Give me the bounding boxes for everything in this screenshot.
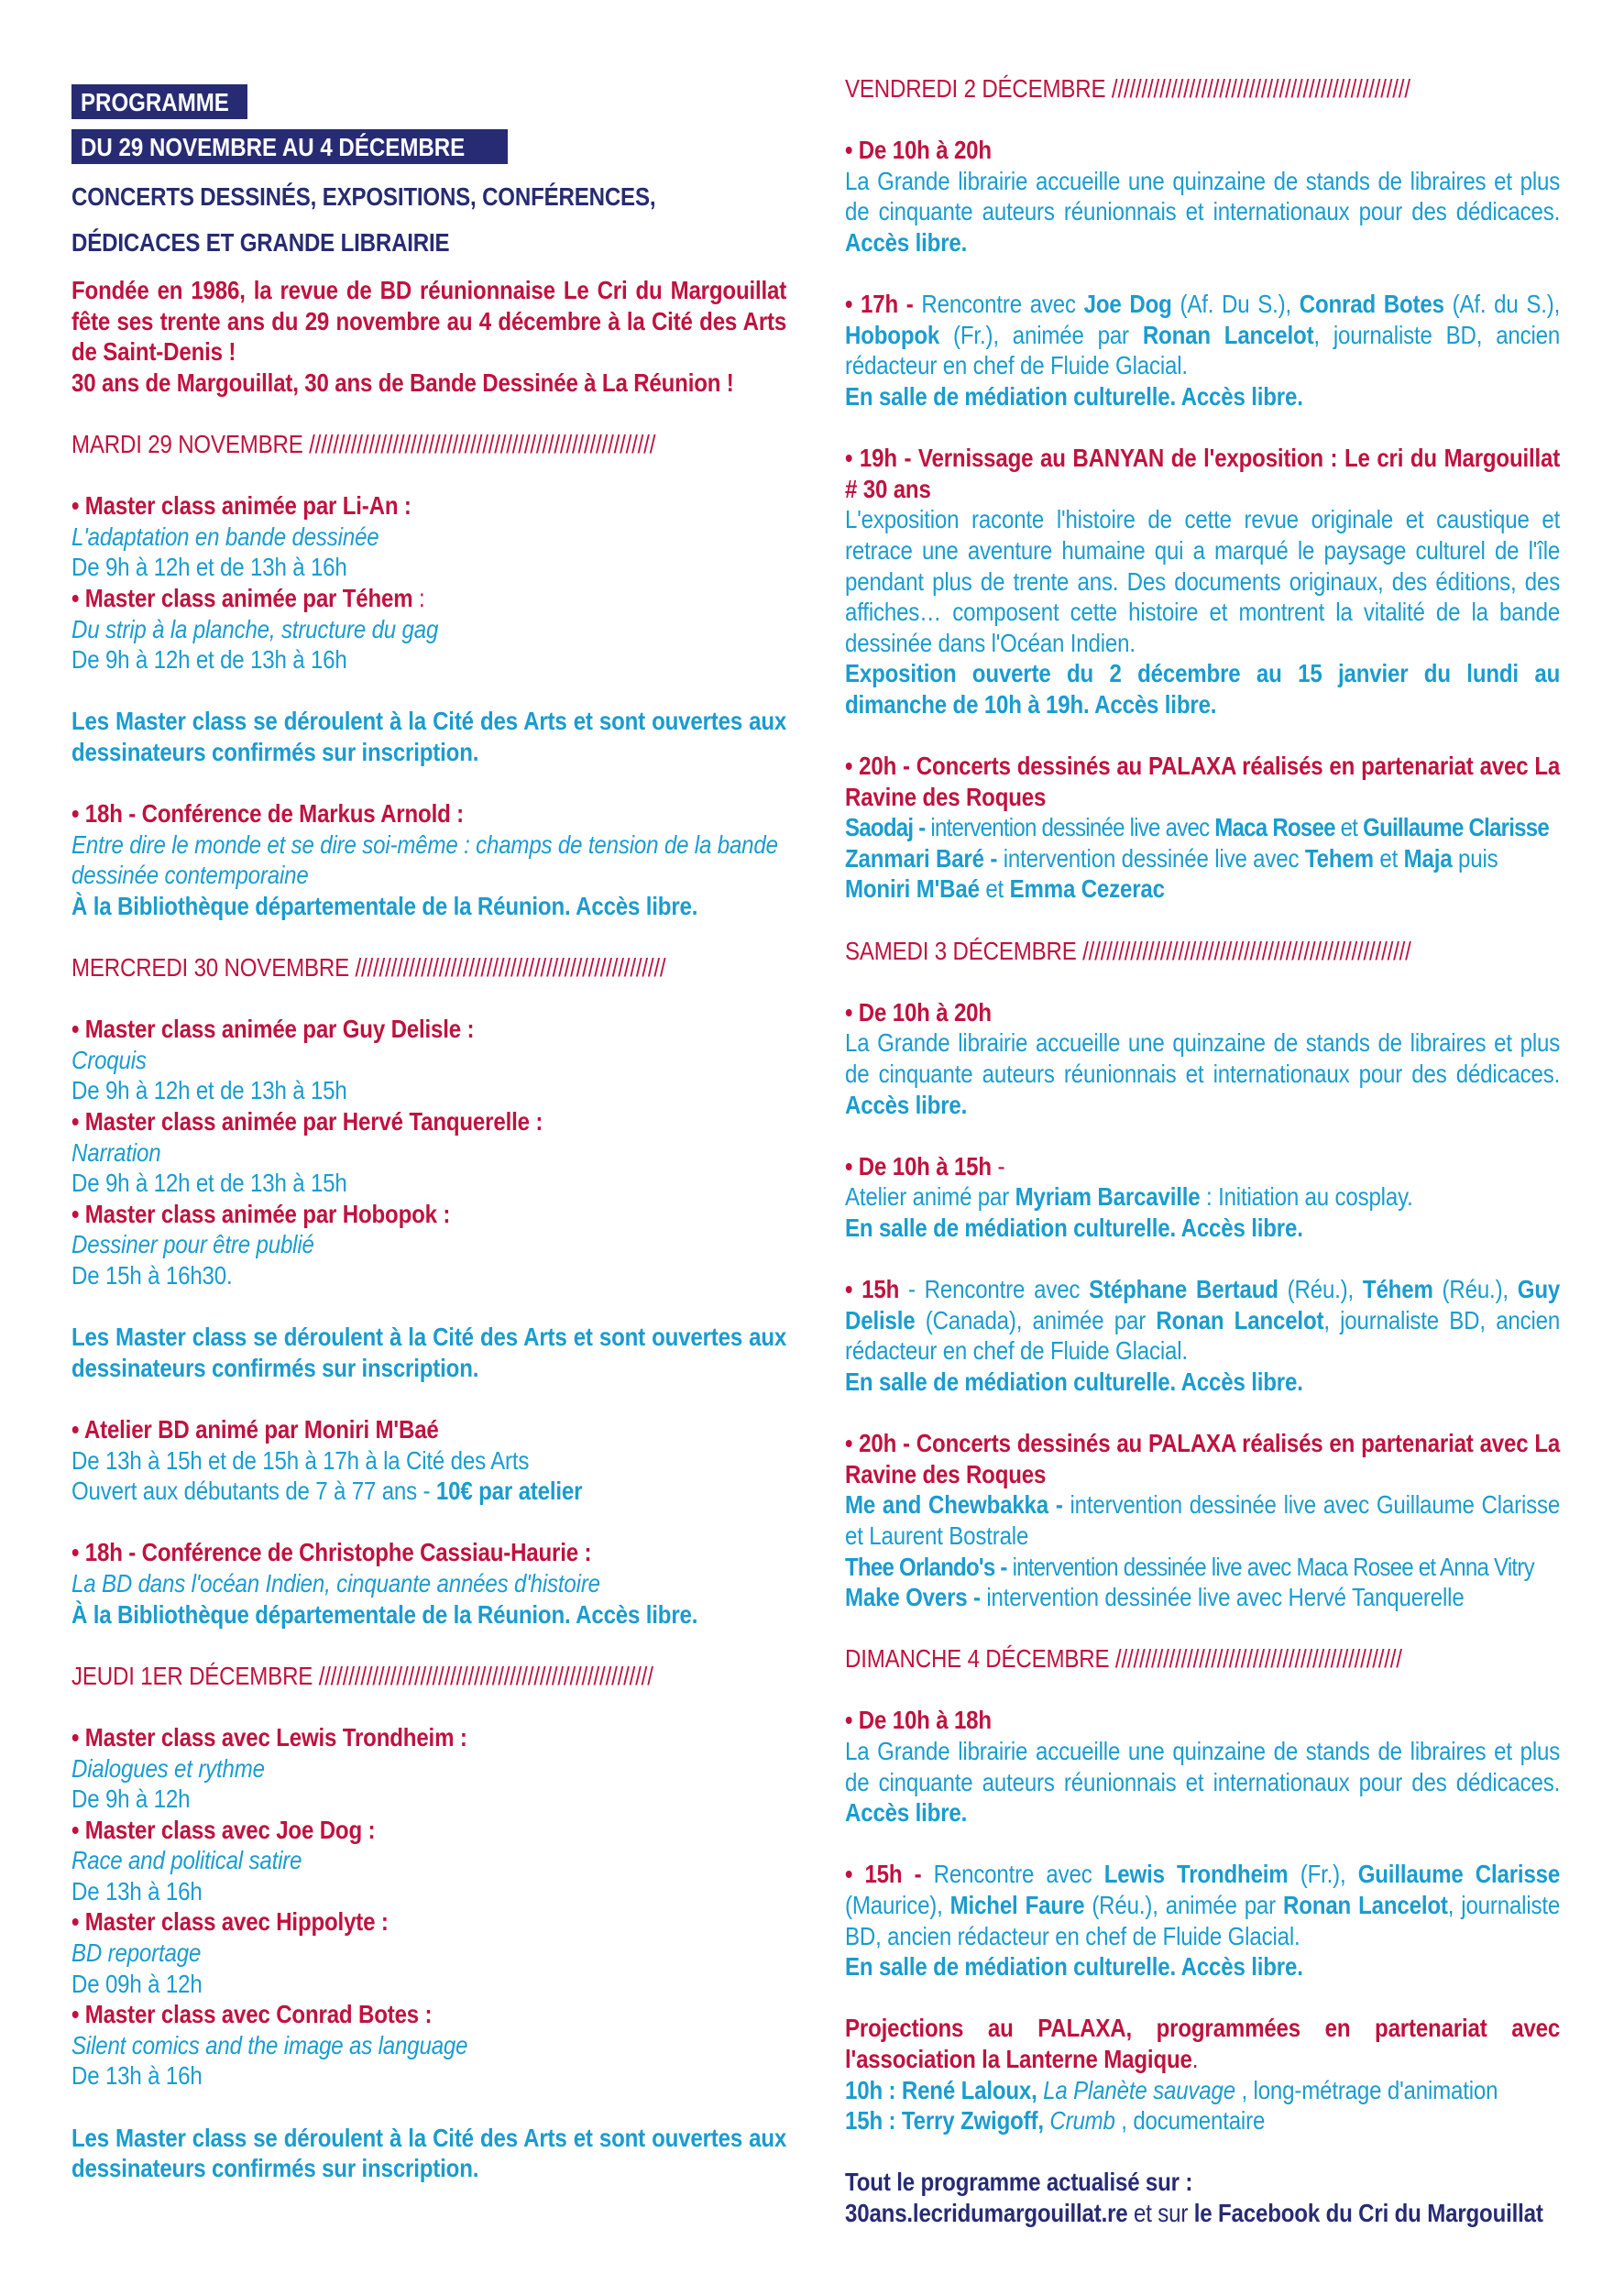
masterclass-colon: : bbox=[412, 583, 425, 612]
projections-title bbox=[845, 2013, 1560, 2074]
masterclass-time: De 13h à 16h bbox=[71, 1876, 203, 1905]
concert-line bbox=[845, 1582, 1560, 1613]
librairie-time: • De 10h à 18h bbox=[845, 1706, 992, 1735]
projections-title-dot: . bbox=[1191, 2045, 1199, 2073]
atelier-title: • Atelier BD animé par Moniri M'Baé bbox=[71, 1414, 439, 1444]
concert-title: • 20h - Concerts dessinés au PALAXA réalisés en partenariat avec La Ravine des Roques bbox=[845, 1429, 1561, 1488]
meeting-text-part: , journaliste BD, ancien rédacteur en chef de Fluide Glacial. bbox=[845, 320, 1561, 380]
programme-tag-label: PROGRAMME bbox=[81, 88, 229, 116]
meeting-time: • 15h bbox=[845, 1275, 900, 1304]
atelier-price: 10€ par atelier bbox=[435, 1477, 583, 1506]
atelier-place: En salle de médiation culturelle. Accès libre. bbox=[845, 1213, 1303, 1242]
meeting-text-part: (Maurice), bbox=[845, 1891, 950, 1920]
atelier-time: • De 10h à 15h bbox=[845, 1151, 992, 1180]
projection-time: 15h : Terry Zwigoff, bbox=[845, 2106, 1044, 2136]
masterclass-time: De 9h à 12h et de 13h à 15h bbox=[71, 1076, 347, 1105]
subtitle-line-2: DÉDICACES ET GRANDE LIBRAIRIE bbox=[71, 228, 450, 257]
film-description: , documentaire bbox=[1114, 2106, 1266, 2136]
meeting-text-part: (Fr.), animée par bbox=[939, 320, 1143, 349]
concert-text: intervention dessinée live avec bbox=[930, 813, 1215, 842]
day-heading-thursday: JEUDI 1ER DÉCEMBRE //////////////////////////////////////////////////////// bbox=[71, 1661, 653, 1690]
meeting-text-part: , journaliste BD, ancien rédacteur en chef de Fluide Glacial. bbox=[845, 1305, 1561, 1366]
guest-name: Stéphane Bertaud bbox=[1089, 1275, 1278, 1304]
masterclass-title: • Master class animée par Li-An : bbox=[71, 491, 411, 521]
footer-and: et sur bbox=[1127, 2198, 1194, 2227]
guest-name: Michel Faure bbox=[949, 1891, 1085, 1920]
conference-place: À la Bibliothèque départementale de la Réunion. Accès libre. bbox=[71, 891, 698, 920]
concert-title: • 20h - Concerts dessinés au PALAXA réalisés en partenariat avec La Ravine des Roques bbox=[845, 752, 1561, 811]
artist-name: Emma Cezerac bbox=[1009, 874, 1165, 904]
meeting-text-part: Rencontre avec bbox=[921, 290, 1084, 319]
guest-name: Guillaume Clarisse bbox=[1357, 1860, 1561, 1889]
meeting-text-part: (Canada), animée par bbox=[915, 1305, 1157, 1334]
conference-place: À la Bibliothèque départementale de la Réunion. Accès libre. bbox=[71, 1599, 698, 1629]
atelier-text bbox=[845, 1181, 1560, 1213]
meeting-text-part: (Réu.), animée par bbox=[1084, 1891, 1284, 1920]
day-heading-saturday: SAMEDI 3 DÉCEMBRE /////////////////////////////////////////////////////// bbox=[845, 936, 1411, 965]
conference-subject: La BD dans l'océan Indien, cinquante années d'histoire bbox=[71, 1568, 600, 1598]
meeting-text bbox=[845, 1274, 1560, 1367]
conference-title: • 18h - Conférence de Christophe Cassiau-Haurie : bbox=[71, 1538, 592, 1567]
guest-name: Guy Delisle bbox=[845, 1275, 1561, 1334]
meeting-time: • 17h - bbox=[845, 290, 922, 319]
librairie-time: • De 10h à 20h bbox=[845, 997, 992, 1027]
guest-name: Téhem bbox=[1362, 1275, 1433, 1304]
vernissage-title: • 19h - Vernissage au BANYAN de l'exposition : Le cri du Margouillat # 30 ans bbox=[845, 444, 1561, 503]
projection-line bbox=[845, 2105, 1560, 2136]
masterclass-subject: L'adaptation en bande dessinée bbox=[71, 522, 379, 551]
concert-text: et bbox=[1334, 813, 1364, 842]
artist-name: Maja bbox=[1403, 843, 1453, 873]
subtitle-line-1: CONCERTS DESSINÉS, EXPOSITIONS, CONFÉRENCES, bbox=[71, 182, 656, 211]
masterclass-time: De 9h à 12h et de 13h à 16h bbox=[71, 645, 347, 675]
projection-time: 10h : René Laloux, bbox=[845, 2075, 1037, 2104]
masterclass-title: • Master class avec Lewis Trondheim : bbox=[71, 1722, 467, 1751]
librairie-description: La Grande librairie accueille une quinzaine de stands de libraires et plus de cinquante auteurs réunionnais et internationaux pour des dédicaces. bbox=[845, 1737, 1561, 1796]
masterclass-note: Les Master class se déroulent à la Cité des Arts et sont ouvertes aux dessinateurs confirmés sur inscription. bbox=[71, 707, 787, 766]
atelier-text-part: : Initiation au cosplay. bbox=[1200, 1182, 1413, 1212]
concert-text: intervention dessinée live avec Hervé Tanquerelle bbox=[986, 1583, 1465, 1612]
masterclass-title: • Master class animée par Téhem bbox=[71, 583, 413, 612]
concert-text: intervention dessinée live avec Maca Rosee et Anna Vitry bbox=[1012, 1552, 1534, 1581]
band-name: Me and Chewbakka - bbox=[845, 1490, 1070, 1520]
artist-name: Tehem bbox=[1304, 843, 1374, 873]
band-name: Saodaj - bbox=[845, 813, 931, 842]
facebook-link[interactable]: le Facebook du Cri du Margouillat bbox=[1193, 2198, 1543, 2227]
librairie-description: La Grande librairie accueille une quinzaine de stands de libraires et plus de cinquante auteurs réunionnais et internationaux pour des dédicaces. bbox=[845, 1028, 1561, 1088]
masterclass-title: • Master class avec Hippolyte : bbox=[71, 1907, 389, 1937]
film-title: La Planète sauvage bbox=[1037, 2075, 1235, 2104]
guest-name: Hobopok bbox=[845, 320, 940, 349]
day-heading-sunday: DIMANCHE 4 DÉCEMBRE //////////////////////////////////////////////// bbox=[845, 1644, 1402, 1674]
masterclass-subject: Narration bbox=[71, 1137, 161, 1167]
masterclass-note: Les Master class se déroulent à la Cité des Arts et sont ouvertes aux dessinateurs confirmés sur inscription. bbox=[71, 1323, 787, 1382]
artist-name: Guillaume Clarisse bbox=[1363, 813, 1550, 842]
footer-links bbox=[845, 2198, 1560, 2229]
librairie-description: La Grande librairie accueille une quinzaine de stands de libraires et plus de cinquante auteurs réunionnais et internationaux pour des dédicaces. bbox=[845, 166, 1561, 226]
guest-name: Ronan Lancelot bbox=[1156, 1305, 1324, 1334]
band-name: Thee Orlando's - bbox=[845, 1552, 1013, 1581]
librairie-text bbox=[845, 1736, 1560, 1828]
guest-name: Conrad Botes bbox=[1299, 290, 1444, 319]
meeting-text bbox=[845, 1859, 1560, 1951]
artist-name: Moniri M'Baé bbox=[845, 874, 980, 904]
footer-line: Tout le programme actualisé sur : bbox=[845, 2168, 1193, 2197]
masterclass-subject: Croquis bbox=[71, 1045, 147, 1074]
concert-text: puis bbox=[1452, 843, 1498, 873]
masterclass-time: De 9h à 12h et de 13h à 16h bbox=[71, 553, 347, 582]
meeting-text-part: , journaliste BD, ancien rédacteur en chef de Fluide Glacial. bbox=[845, 1891, 1561, 1950]
masterclass-subject: BD reportage bbox=[71, 1938, 202, 1968]
dates-tag-label: DU 29 NOVEMBRE AU 4 DÉCEMBRE bbox=[81, 133, 466, 161]
animator-name: Myriam Barcaville bbox=[1015, 1182, 1201, 1212]
meeting-text-part: (Réu.), bbox=[1432, 1275, 1518, 1304]
guest-name: Ronan Lancelot bbox=[1283, 1891, 1448, 1920]
masterclass-title: • Master class avec Joe Dog : bbox=[71, 1815, 376, 1844]
access-label: Accès libre. bbox=[845, 227, 968, 257]
exhibition-open: Exposition ouverte du 2 décembre au 15 janvier du lundi au dimanche de 10h à 19h. Accès libre. bbox=[845, 659, 1561, 719]
meeting-text-part: (Fr.), bbox=[1288, 1860, 1358, 1889]
masterclass-subject: Dialogues et rythme bbox=[71, 1753, 265, 1783]
atelier-open: Ouvert aux débutants de 7 à 77 ans - bbox=[71, 1477, 436, 1506]
meeting-text-part: (Af. du S.), bbox=[1443, 290, 1561, 319]
day-heading-friday: VENDREDI 2 DÉCEMBRE ////////////////////////////////////////////////// bbox=[845, 74, 1410, 103]
film-description: , long-métrage d'animation bbox=[1234, 2075, 1498, 2104]
masterclass-title: • Master class animée par Guy Delisle : bbox=[71, 1015, 475, 1044]
meeting-time: • 15h - bbox=[845, 1860, 934, 1889]
film-title: Crumb bbox=[1043, 2106, 1115, 2136]
masterclass-subject: Race and political satire bbox=[71, 1846, 302, 1875]
meeting-text-part: (Af. Du S.), bbox=[1171, 290, 1300, 319]
programme-tag bbox=[71, 84, 247, 119]
atelier-dash: - bbox=[991, 1151, 1005, 1180]
concert-line bbox=[845, 1552, 1560, 1583]
meeting-place: En salle de médiation culturelle. Accès libre. bbox=[845, 1952, 1303, 1982]
meeting-place: En salle de médiation culturelle. Accès libre. bbox=[845, 381, 1303, 411]
concert-text: intervention dessinée live avec Guillaume Clarisse et Laurent Bostrale bbox=[845, 1490, 1561, 1550]
masterclass-title: • Master class animée par Hervé Tanquerelle : bbox=[71, 1107, 543, 1137]
conference-title: • 18h - Conférence de Markus Arnold : bbox=[71, 799, 465, 829]
vernissage-text: L'exposition raconte l'histoire de cette revue originale et caustique et retrace une aventure humaine qui a marqué le paysage culturel de l'île pendant plus de trente ans. Des documents originaux, des éditions, des affiches… composent cette histoire et montrent la vitalité de la bande dessinée dans l'Océan Indien. bbox=[845, 505, 1561, 657]
masterclass-subject: Dessiner pour être publié bbox=[71, 1230, 314, 1259]
concert-line bbox=[845, 1489, 1560, 1551]
meeting-text-part: Rencontre avec bbox=[933, 1860, 1104, 1889]
masterclass-time: De 9h à 12h bbox=[71, 1784, 191, 1814]
projection-line bbox=[845, 2075, 1560, 2106]
masterclass-subject: Du strip à la planche, structure du gag bbox=[71, 614, 439, 643]
intro-tagline: 30 ans de Margouillat, 30 ans de Bande Dessinée à La Réunion ! bbox=[71, 368, 734, 397]
concert-text: intervention dessinée live avec bbox=[1003, 843, 1305, 873]
conference-subject: Entre dire le monde et se dire soi-même : champs de tension de la bande dessinée contemporaine bbox=[71, 829, 778, 890]
meeting-text bbox=[845, 289, 1560, 381]
masterclass-note: Les Master class se déroulent à la Cité des Arts et sont ouvertes aux dessinateurs confirmés sur inscription. bbox=[71, 2123, 787, 2183]
day-heading-tuesday: MARDI 29 NOVEMBRE ////////////////////////////////////////////////////////// bbox=[71, 429, 656, 458]
day-heading-wednesday: MERCREDI 30 NOVEMBRE //////////////////////////////////////////////////// bbox=[71, 953, 666, 983]
concert-line bbox=[845, 812, 1560, 843]
guest-name: Ronan Lancelot bbox=[1142, 320, 1314, 349]
guest-name: Joe Dog bbox=[1083, 290, 1172, 319]
meeting-place: En salle de médiation culturelle. Accès libre. bbox=[845, 1367, 1303, 1396]
dates-tag bbox=[71, 129, 508, 164]
website-link[interactable]: 30ans.lecridumargouillat.re bbox=[845, 2198, 1128, 2227]
masterclass-time: De 09h à 12h bbox=[71, 1969, 203, 1998]
atelier-time: De 13h à 15h et de 15h à 17h à la Cité des Arts bbox=[71, 1445, 530, 1475]
librairie-text bbox=[845, 1027, 1560, 1120]
artist-name: Maca Rosee bbox=[1214, 813, 1335, 842]
access-label: Accès libre. bbox=[845, 1090, 968, 1119]
band-name: Zanmari Baré - bbox=[845, 843, 1004, 873]
masterclass-time: De 9h à 12h et de 13h à 15h bbox=[71, 1169, 347, 1198]
meeting-text-part: - Rencontre avec bbox=[899, 1275, 1090, 1304]
access-label: Accès libre. bbox=[845, 1798, 968, 1828]
guest-name: Lewis Trondheim bbox=[1103, 1860, 1289, 1889]
intro-text: Fondée en 1986, la revue de BD réunionnaise Le Cri du Margouillat fête ses trente ans du 29 novembre au 4 décembre à la Cité des Arts de Saint-Denis ! bbox=[71, 276, 787, 367]
masterclass-time: De 15h à 16h30. bbox=[71, 1261, 233, 1290]
meeting-text-part: (Réu.), bbox=[1278, 1275, 1363, 1304]
concert-line bbox=[845, 843, 1560, 905]
masterclass-subject: Silent comics and the image as language bbox=[71, 2030, 468, 2059]
librairie-time: • De 10h à 20h bbox=[845, 136, 992, 165]
concert-text: et bbox=[979, 874, 1010, 904]
band-name: Make Overs - bbox=[845, 1583, 987, 1612]
masterclass-title: • Master class animée par Hobopok : bbox=[71, 1199, 451, 1228]
concert-text: et bbox=[1373, 843, 1404, 873]
projections-title-text: Projections au PALAXA, programmées en partenariat avec l'association la Lanterne Magique bbox=[845, 2014, 1561, 2073]
atelier-text-part: Atelier animé par bbox=[845, 1182, 1015, 1212]
librairie-text bbox=[845, 166, 1560, 258]
masterclass-time: De 13h à 16h bbox=[71, 2061, 203, 2091]
masterclass-title: • Master class avec Conrad Botes : bbox=[71, 2000, 433, 2029]
